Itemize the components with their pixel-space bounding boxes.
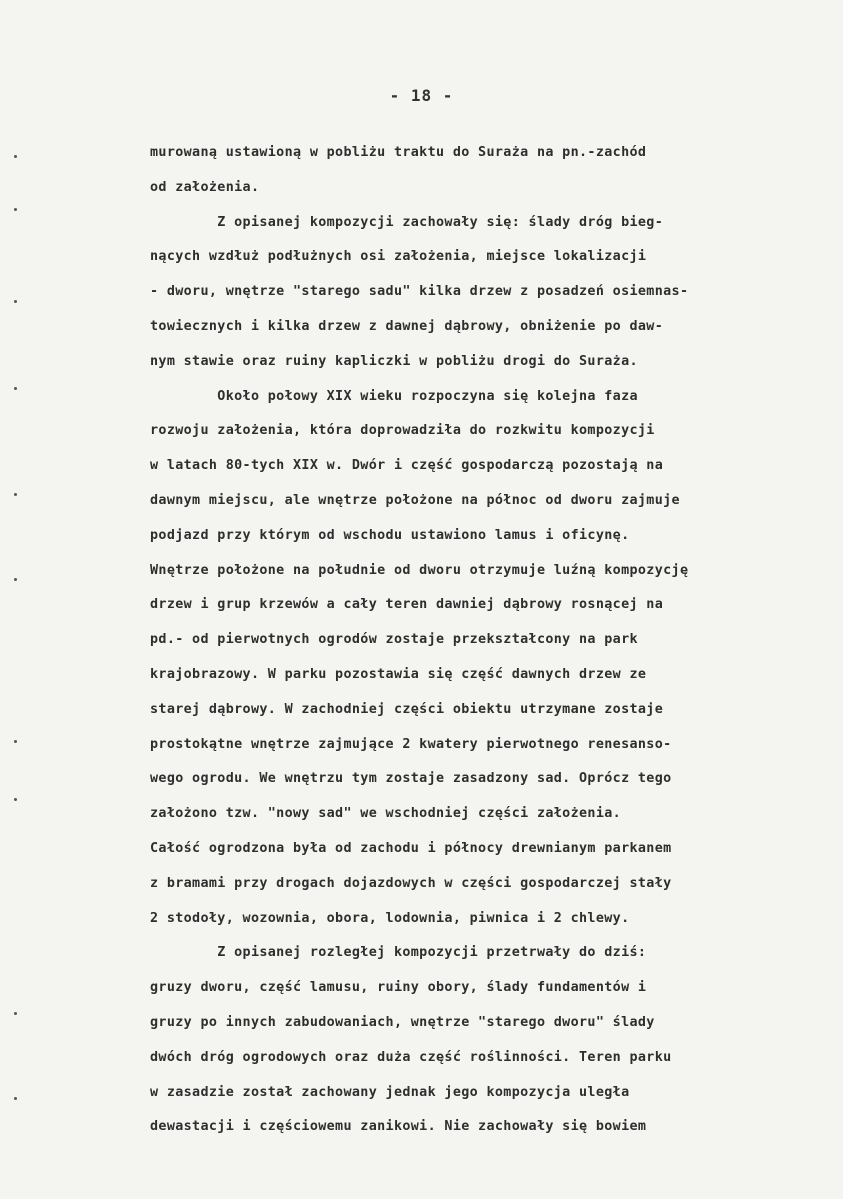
- text-line: dwóch dróg ogrodowych oraz duża część roślinności. Teren parku: [150, 1049, 672, 1065]
- text-line: z bramami przy drogach dojazdowych w części gospodarczej stały: [150, 875, 672, 891]
- text-line: krajobrazowy. W parku pozostawia się część dawnych drzew ze: [150, 667, 647, 682]
- margin-mark: [14, 1012, 17, 1015]
- text-line: Całość ogrodzona była od zachodu i północy drewnianym parkanem: [150, 841, 672, 856]
- margin-mark: [14, 798, 17, 801]
- margin-mark: [14, 1097, 17, 1100]
- text-line: nym stawie oraz ruiny kapliczki w pobliżu drogi do Suraża.: [150, 353, 638, 369]
- text-line: 2 stodoły, wozownia, obora, lodownia, piwnica i 2 chlewy.: [150, 910, 630, 926]
- text-line: Wnętrze położone na południe od dworu otrzymuje luźną kompozycję: [150, 562, 689, 578]
- text-line: gruzy dworu, część lamusu, ruiny obory, ślady fundamentów i: [150, 980, 647, 996]
- text-line: podjazd przy którym od wschodu ustawiono lamus i oficynę.: [150, 527, 630, 543]
- text-line: dewastacji i częściowemu zanikowi. Nie zachowały się bowiem: [150, 1119, 647, 1135]
- text-line: rozwoju założenia, która doprowadziła do rozkwitu kompozycji: [150, 423, 655, 439]
- page-number: - 18 -: [389, 86, 454, 105]
- text-line: Z opisanej rozległej kompozycji przetrwały do dziś:: [150, 945, 647, 961]
- text-line: w zasadzie został zachowany jednak jego kompozycja uległa: [150, 1084, 630, 1100]
- text-line: gruzy po innych zabudowaniach, wnętrze "starego dworu" ślady: [150, 1015, 655, 1030]
- text-line: w latach 80-tych XIX w. Dwór i część gospodarczą pozostają na: [150, 458, 664, 474]
- margin-mark: [14, 155, 17, 158]
- margin-mark: [14, 493, 17, 496]
- margin-mark: [14, 300, 17, 303]
- text-line: założono tzw. "nowy sad" we wschodniej części założenia.: [150, 806, 622, 822]
- text-line: towiecznych i kilka drzew z dawnej dąbrowy, obniżenie po daw-: [150, 319, 664, 334]
- text-line: nących wzdłuż podłużnych osi założenia, miejsce lokalizacji: [150, 249, 647, 265]
- text-line: Z opisanej kompozycji zachowały się: ślady dróg bieg-: [150, 214, 664, 230]
- text-line: prostokątne wnętrze zajmujące 2 kwatery pierwotnego renesanso-: [150, 736, 672, 752]
- text-line: drzew i grup krzewów a cały teren dawniej dąbrowy rosnącej na: [150, 597, 664, 613]
- text-line: starej dąbrowy. W zachodniej części obiektu utrzymane zostaje: [150, 701, 664, 717]
- text-line: - dworu, wnętrze "starego sadu" kilka drzew z posadzeń osiemnas-: [150, 284, 689, 300]
- text-line: od założenia.: [150, 179, 260, 195]
- margin-mark: [14, 740, 17, 743]
- margin-mark: [14, 387, 17, 390]
- text-line: wego ogrodu. We wnętrzu tym zostaje zasadzony sad. Oprócz tego: [150, 771, 672, 787]
- text-line: Około połowy XIX wieku rozpoczyna się kolejna faza: [150, 388, 638, 404]
- text-line: pd.- od pierwotnych ogrodów zostaje przekształcony na park: [150, 632, 638, 648]
- text-line: dawnym miejscu, ale wnętrze położone na północ od dworu zajmuje: [150, 493, 680, 508]
- margin-mark: [14, 578, 17, 581]
- margin-mark: [14, 208, 17, 211]
- text-line: murowaną ustawioną w pobliżu traktu do Surażа na pn.-zachód: [150, 145, 647, 160]
